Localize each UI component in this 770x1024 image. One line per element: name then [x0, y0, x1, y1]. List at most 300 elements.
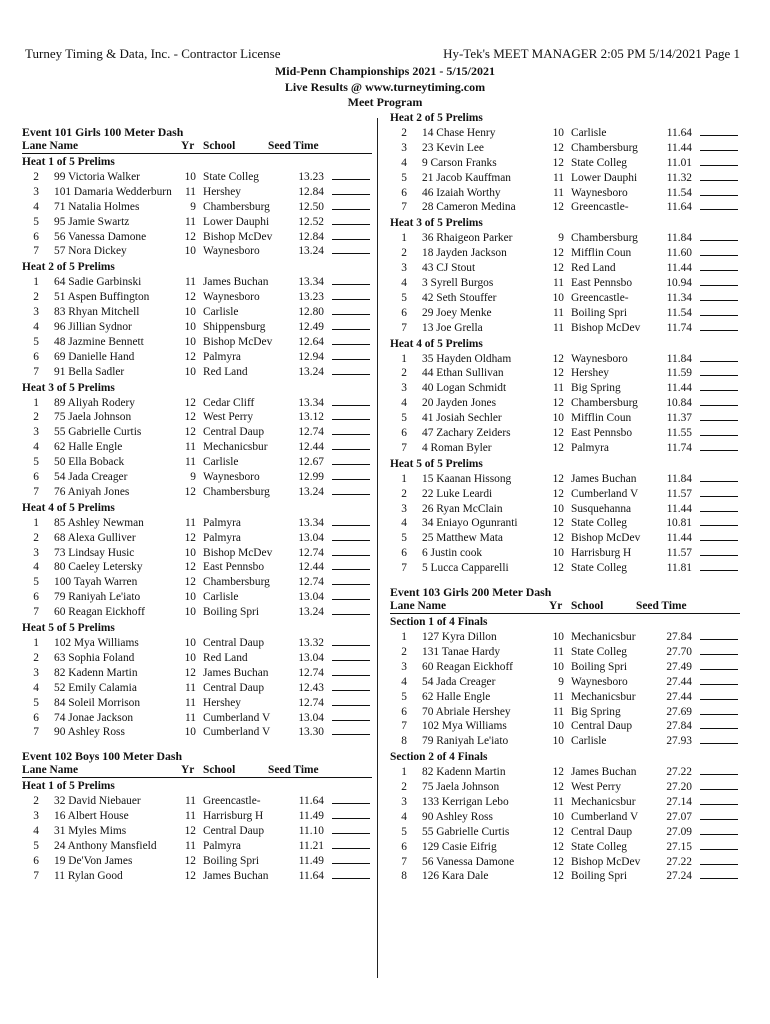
result-blank-line: [700, 396, 738, 406]
school-name: James Buchan: [203, 869, 269, 882]
school-name: Bishop McDev: [203, 546, 273, 559]
school-name: State Colleg: [571, 156, 627, 169]
athlete-name: 80 Caeley Letersky: [54, 561, 143, 574]
athlete-name: 60 Reagan Eickhoff: [422, 660, 513, 673]
lane-number: 6: [33, 471, 39, 484]
athlete-name: 40 Logan Schmidt: [422, 382, 507, 395]
school-name: Waynesboro: [203, 245, 260, 258]
result-blank-line: [700, 366, 738, 376]
seed-time: 13.04: [298, 531, 324, 544]
result-blank-line: [700, 765, 738, 775]
athlete-year: 12: [552, 825, 564, 838]
athlete-name: 23 Kevin Lee: [422, 141, 484, 154]
athlete-year: 10: [184, 306, 196, 319]
lane-number: 3: [33, 306, 39, 319]
lane-number: 6: [33, 711, 39, 724]
table-row: [390, 487, 742, 502]
athlete-name: 79 Raniyah Le'iato: [54, 591, 141, 604]
table-row: [22, 590, 374, 605]
column-header: [22, 764, 374, 778]
result-blank-line: [700, 291, 738, 301]
event-block: [390, 584, 742, 884]
table-row: [390, 734, 742, 749]
table-row: [22, 605, 374, 620]
athlete-name: 83 Rhyan Mitchell: [54, 306, 140, 319]
event-block: [390, 110, 742, 576]
heat-title: Section 2 of 4 Finals: [390, 751, 488, 764]
lane-number: 4: [33, 321, 39, 334]
event-title: Event 102 Boys 100 Meter Dash: [22, 749, 183, 764]
athlete-year: 12: [552, 532, 564, 545]
athlete-name: 52 Emily Calamia: [54, 681, 137, 694]
athlete-name: 64 Sadie Garbinski: [54, 276, 142, 289]
school-name: Cumberland V: [571, 810, 639, 823]
lane-number: 5: [33, 335, 39, 348]
athlete-name: 102 Mya Williams: [54, 637, 139, 650]
lane-number: 1: [401, 232, 407, 245]
heat-title: Heat 2 of 5 Prelims: [390, 112, 483, 124]
lane-number: 5: [33, 456, 39, 469]
result-blank-line: [700, 795, 738, 805]
school-name: Palmyra: [203, 350, 241, 363]
athlete-year: 12: [552, 766, 564, 779]
school-name: Central Daup: [203, 825, 265, 838]
athlete-year: 12: [552, 201, 564, 214]
result-blank-line: [332, 824, 370, 834]
column-header: [22, 140, 374, 154]
school-name: James Buchan: [571, 766, 637, 779]
school-name: Cedar Cliff: [203, 396, 255, 409]
table-row: [22, 290, 374, 305]
athlete-year: 11: [185, 215, 196, 228]
lane-number: 4: [33, 825, 39, 838]
seed-time: 10.84: [666, 397, 692, 410]
lane-number: 2: [33, 171, 39, 183]
result-blank-line: [700, 472, 738, 482]
athlete-year: 11: [553, 795, 564, 808]
result-blank-line: [332, 396, 370, 406]
seed-time: 11.74: [666, 441, 692, 454]
lane-number: 6: [401, 427, 407, 440]
result-blank-line: [700, 690, 738, 700]
lane-number: 4: [401, 517, 407, 530]
athlete-year: 12: [552, 562, 564, 575]
school-name: Palmyra: [203, 839, 241, 852]
athlete-name: 5 Lucca Capparelli: [422, 562, 509, 575]
lane-number: 7: [401, 720, 407, 733]
seed-time: 12.74: [298, 546, 324, 559]
athlete-year: 10: [184, 606, 196, 619]
event-gap: [390, 576, 742, 584]
athlete-year: 12: [184, 825, 196, 838]
lane-number: 2: [401, 645, 407, 658]
seed-time-header: Seed Time: [268, 764, 319, 777]
athlete-name: 90 Ashley Ross: [422, 810, 493, 823]
school-name: Boiling Spri: [203, 606, 260, 619]
result-blank-line: [700, 780, 738, 790]
result-blank-line: [700, 675, 738, 685]
result-blank-line: [332, 485, 370, 495]
result-blank-line: [332, 681, 370, 691]
seed-time: 11.32: [666, 171, 692, 184]
school-name: Cumberland V: [203, 711, 271, 724]
seed-time: 12.50: [298, 200, 324, 213]
athlete-year: 12: [184, 350, 196, 363]
athlete-year: 10: [184, 365, 196, 378]
athlete-year: 12: [552, 156, 564, 169]
result-blank-line: [332, 425, 370, 435]
table-row: [390, 381, 742, 396]
lane-number: 4: [33, 200, 39, 213]
result-blank-line: [332, 605, 370, 615]
lane-number: 2: [33, 795, 39, 808]
table-row: [390, 231, 742, 246]
athlete-name: 73 Lindsay Husic: [54, 546, 135, 559]
school-name: Central Daup: [203, 637, 265, 650]
table-row: [390, 472, 742, 487]
school-name: Greencastle-: [571, 291, 629, 304]
athlete-name: 71 Natalia Holmes: [54, 200, 140, 213]
result-blank-line: [332, 696, 370, 706]
result-blank-line: [332, 869, 370, 879]
school-name: Big Spring: [571, 382, 621, 395]
athlete-year: 10: [184, 245, 196, 258]
athlete-name: 6 Justin cook: [422, 547, 483, 560]
heat-title: Heat 1 of 5 Prelims: [22, 156, 115, 168]
result-blank-line: [700, 186, 738, 196]
table-row: [390, 630, 742, 645]
athlete-year: 11: [185, 839, 196, 852]
school-name: Lower Dauphi: [571, 171, 638, 184]
result-blank-line: [700, 705, 738, 715]
athlete-year: 10: [184, 171, 196, 183]
seed-time: 27.20: [666, 781, 692, 794]
seed-time: 12.44: [298, 441, 324, 454]
result-blank-line: [700, 855, 738, 865]
seed-time: 11.01: [666, 156, 692, 169]
result-blank-line: [332, 666, 370, 676]
result-blank-line: [332, 725, 370, 735]
school-name: Bishop McDev: [571, 321, 641, 334]
table-row: [390, 366, 742, 381]
table-row: [390, 276, 742, 291]
result-blank-line: [332, 531, 370, 541]
table-row: [22, 455, 374, 470]
table-row: [22, 869, 374, 884]
athlete-name: 13 Joe Grella: [422, 321, 483, 334]
school-name: James Buchan: [571, 472, 637, 485]
lane-number: 3: [33, 185, 39, 198]
result-blank-line: [332, 455, 370, 465]
table-row: [22, 275, 374, 290]
lane-number: 2: [401, 367, 407, 380]
seed-time: 27.07: [666, 810, 692, 823]
lane-number: 7: [401, 855, 407, 868]
seed-time: 11.54: [666, 186, 692, 199]
result-blank-line: [332, 335, 370, 345]
athlete-year: 12: [184, 230, 196, 243]
result-blank-line: [332, 854, 370, 864]
school-name: Central Daup: [203, 426, 265, 439]
meet-subtitle: Live Results @ www.turneytiming.com: [284, 79, 486, 94]
lane-number: 4: [33, 441, 39, 454]
seed-time-header: Seed Time: [636, 600, 687, 613]
seed-time: 13.34: [298, 396, 324, 409]
seed-time: 10.81: [666, 517, 692, 530]
athlete-name: 62 Halle Engle: [422, 690, 491, 703]
athlete-name: 4 Roman Byler: [422, 441, 492, 454]
table-row: [22, 244, 374, 259]
athlete-year: 11: [553, 321, 564, 334]
athlete-name: 51 Aspen Buffington: [54, 291, 150, 304]
result-blank-line: [332, 546, 370, 556]
seed-time: 11.84: [666, 352, 692, 365]
lane-number: 3: [401, 660, 407, 673]
table-row: [22, 794, 374, 809]
result-blank-line: [332, 560, 370, 570]
lane-number: 1: [401, 631, 407, 644]
school-name: Waynesboro: [203, 471, 260, 484]
school-name: Central Daup: [203, 681, 265, 694]
athlete-name: 46 Izaiah Worthy: [422, 186, 501, 199]
table-row: [22, 575, 374, 590]
result-blank-line: [700, 561, 738, 571]
school-name: Carlisle: [571, 735, 607, 748]
lane-number: 7: [33, 606, 39, 619]
heat-title: Heat 2 of 5 Prelims: [22, 261, 115, 274]
athlete-name: 82 Kadenn Martin: [422, 766, 506, 779]
table-row: [22, 854, 374, 869]
athlete-name: 54 Jada Creager: [54, 471, 128, 484]
athlete-year: 10: [184, 546, 196, 559]
athlete-year: 12: [184, 426, 196, 439]
athlete-name: 20 Jayden Jones: [422, 397, 497, 410]
lane-number: 4: [401, 156, 407, 169]
result-blank-line: [332, 839, 370, 849]
table-row: [390, 705, 742, 720]
seed-time: 11.21: [298, 839, 324, 852]
school-name: Chambersburg: [203, 200, 270, 213]
school-name: Central Daup: [571, 720, 633, 733]
athlete-name: 95 Jamie Swartz: [54, 215, 130, 228]
school-name: Boiling Spri: [571, 660, 628, 673]
athlete-year: 12: [552, 262, 564, 275]
athlete-name: 70 Abriale Hershey: [422, 705, 511, 718]
seed-time: 13.23: [298, 171, 324, 183]
table-row: [22, 425, 374, 440]
heat-title: Heat 1 of 5 Prelims: [22, 780, 115, 793]
table-row: [390, 645, 742, 660]
result-blank-line: [332, 365, 370, 375]
lane-number: 6: [33, 854, 39, 867]
school-name: Waynesboro: [571, 352, 628, 365]
athlete-name: 85 Ashley Newman: [54, 516, 144, 529]
result-blank-line: [332, 320, 370, 330]
table-row: [22, 200, 374, 215]
school-name: Central Daup: [571, 825, 633, 838]
seed-time: 27.22: [666, 855, 692, 868]
event-block: [22, 124, 374, 740]
athlete-year: 11: [185, 516, 196, 529]
athlete-year: 10: [184, 321, 196, 334]
athlete-year: 11: [185, 456, 196, 469]
athlete-year: 11: [553, 171, 564, 184]
athlete-year: 11: [185, 681, 196, 694]
lane-number: 3: [33, 810, 39, 823]
result-blank-line: [332, 410, 370, 420]
seed-time: 12.84: [298, 185, 324, 198]
table-row: [22, 666, 374, 681]
athlete-name: 69 Danielle Hand: [54, 350, 135, 363]
seed-time: 13.32: [298, 637, 324, 650]
table-row: [22, 485, 374, 500]
athlete-year: 10: [552, 720, 564, 733]
school-name: Hershey: [571, 367, 609, 380]
lane-number: 2: [33, 411, 39, 424]
athlete-name: 76 Aniyah Jones: [54, 485, 130, 498]
seed-time: 11.44: [666, 141, 692, 154]
year-header: Yr: [549, 600, 563, 613]
athlete-name: 18 Jayden Jackson: [422, 247, 507, 260]
heat-title: Heat 5 of 5 Prelims: [390, 457, 483, 470]
seed-time: 27.69: [666, 705, 692, 718]
seed-time: 27.09: [666, 825, 692, 838]
athlete-year: 12: [184, 561, 196, 574]
athlete-year: 11: [185, 276, 196, 289]
result-blank-line: [700, 321, 738, 331]
seed-time: 11.54: [666, 306, 692, 319]
seed-time: 27.44: [666, 690, 692, 703]
heat-title: Heat 5 of 5 Prelims: [22, 622, 115, 635]
column-divider: [377, 118, 378, 978]
athlete-name: 127 Kyra Dillon: [422, 631, 497, 644]
athlete-year: 10: [184, 726, 196, 739]
result-blank-line: [332, 215, 370, 225]
school-name: Mechanicsbur: [571, 795, 636, 808]
seed-time: 11.34: [666, 291, 692, 304]
table-row: [22, 396, 374, 411]
table-row: [22, 320, 374, 335]
table-row: [22, 651, 374, 666]
result-blank-line: [332, 244, 370, 254]
school-name: East Pennsbo: [203, 561, 265, 574]
right-column: [390, 110, 742, 884]
seed-time: 11.84: [666, 472, 692, 485]
lane-number: 3: [33, 546, 39, 559]
athlete-year: 12: [184, 531, 196, 544]
result-blank-line: [700, 840, 738, 850]
athlete-year: 9: [190, 200, 196, 213]
table-row: [22, 711, 374, 726]
result-blank-line: [700, 531, 738, 541]
table-row: [22, 335, 374, 350]
school-name: Bishop McDev: [203, 230, 273, 243]
lane-number: 1: [401, 472, 407, 485]
lane-number: 4: [33, 681, 39, 694]
result-blank-line: [332, 290, 370, 300]
seed-time: 12.74: [298, 426, 324, 439]
athlete-year: 10: [184, 335, 196, 348]
seed-time: 11.64: [298, 795, 324, 808]
athlete-name: 9 Carson Franks: [422, 156, 497, 169]
result-blank-line: [700, 487, 738, 497]
table-row: [22, 185, 374, 200]
table-row: [390, 795, 742, 810]
athlete-year: 10: [552, 502, 564, 515]
seed-time: 27.93: [666, 735, 692, 748]
column-header: [390, 600, 742, 614]
seed-time: 12.80: [298, 306, 324, 319]
lane-number: 7: [33, 869, 39, 882]
seed-time: 13.24: [298, 245, 324, 258]
school-name: Harrisburg H: [571, 547, 632, 560]
seed-time: 13.23: [298, 291, 324, 304]
school-name: Red Land: [203, 651, 248, 664]
lane-number: 7: [401, 441, 407, 454]
result-blank-line: [332, 794, 370, 804]
result-blank-line: [332, 440, 370, 450]
athlete-year: 12: [552, 141, 564, 154]
athlete-year: 11: [185, 795, 196, 808]
athlete-name: 99 Victoria Walker: [54, 171, 140, 183]
seed-time: 12.74: [298, 576, 324, 589]
athlete-year: 11: [553, 705, 564, 718]
result-blank-line: [700, 231, 738, 241]
lane-number: 6: [401, 306, 407, 319]
table-row: [390, 200, 742, 215]
athlete-year: 11: [185, 810, 196, 823]
seed-time: 11.84: [666, 232, 692, 245]
table-row: [22, 681, 374, 696]
table-row: [22, 636, 374, 651]
seed-time: 27.49: [666, 660, 692, 673]
result-blank-line: [700, 156, 738, 166]
seed-time: 11.44: [666, 382, 692, 395]
athlete-year: 10: [552, 631, 564, 644]
athlete-name: 82 Kadenn Martin: [54, 666, 138, 679]
athlete-year: 12: [552, 441, 564, 454]
event-title: Event 103 Girls 200 Meter Dash: [390, 585, 552, 600]
lane-number: 5: [33, 215, 39, 228]
result-blank-line: [700, 630, 738, 640]
athlete-year: 12: [552, 427, 564, 440]
lane-number: 6: [33, 350, 39, 363]
result-blank-line: [332, 275, 370, 285]
seed-time: 11.57: [666, 487, 692, 500]
lane-number: 6: [401, 547, 407, 560]
table-row: [22, 170, 374, 185]
athlete-name: 28 Cameron Medina: [422, 201, 516, 214]
athlete-name: 131 Tanae Hardy: [422, 645, 501, 658]
seed-time: 13.34: [298, 516, 324, 529]
result-blank-line: [332, 651, 370, 661]
lane-number: 5: [401, 171, 407, 184]
athlete-name: 54 Jada Creager: [422, 675, 496, 688]
result-blank-line: [332, 305, 370, 315]
school-name: Boiling Spri: [571, 306, 628, 319]
lane-number: 4: [401, 397, 407, 410]
result-blank-line: [700, 516, 738, 526]
school-name: Bishop McDev: [571, 855, 641, 868]
table-row: [390, 690, 742, 705]
athlete-name: 31 Myles Mims: [54, 825, 127, 838]
seed-time: 11.59: [666, 367, 692, 380]
seed-time: 12.67: [298, 456, 324, 469]
athlete-name: 57 Nora Dickey: [54, 245, 127, 258]
table-row: [390, 352, 742, 367]
seed-time: 27.70: [666, 645, 692, 658]
table-row: [390, 246, 742, 261]
